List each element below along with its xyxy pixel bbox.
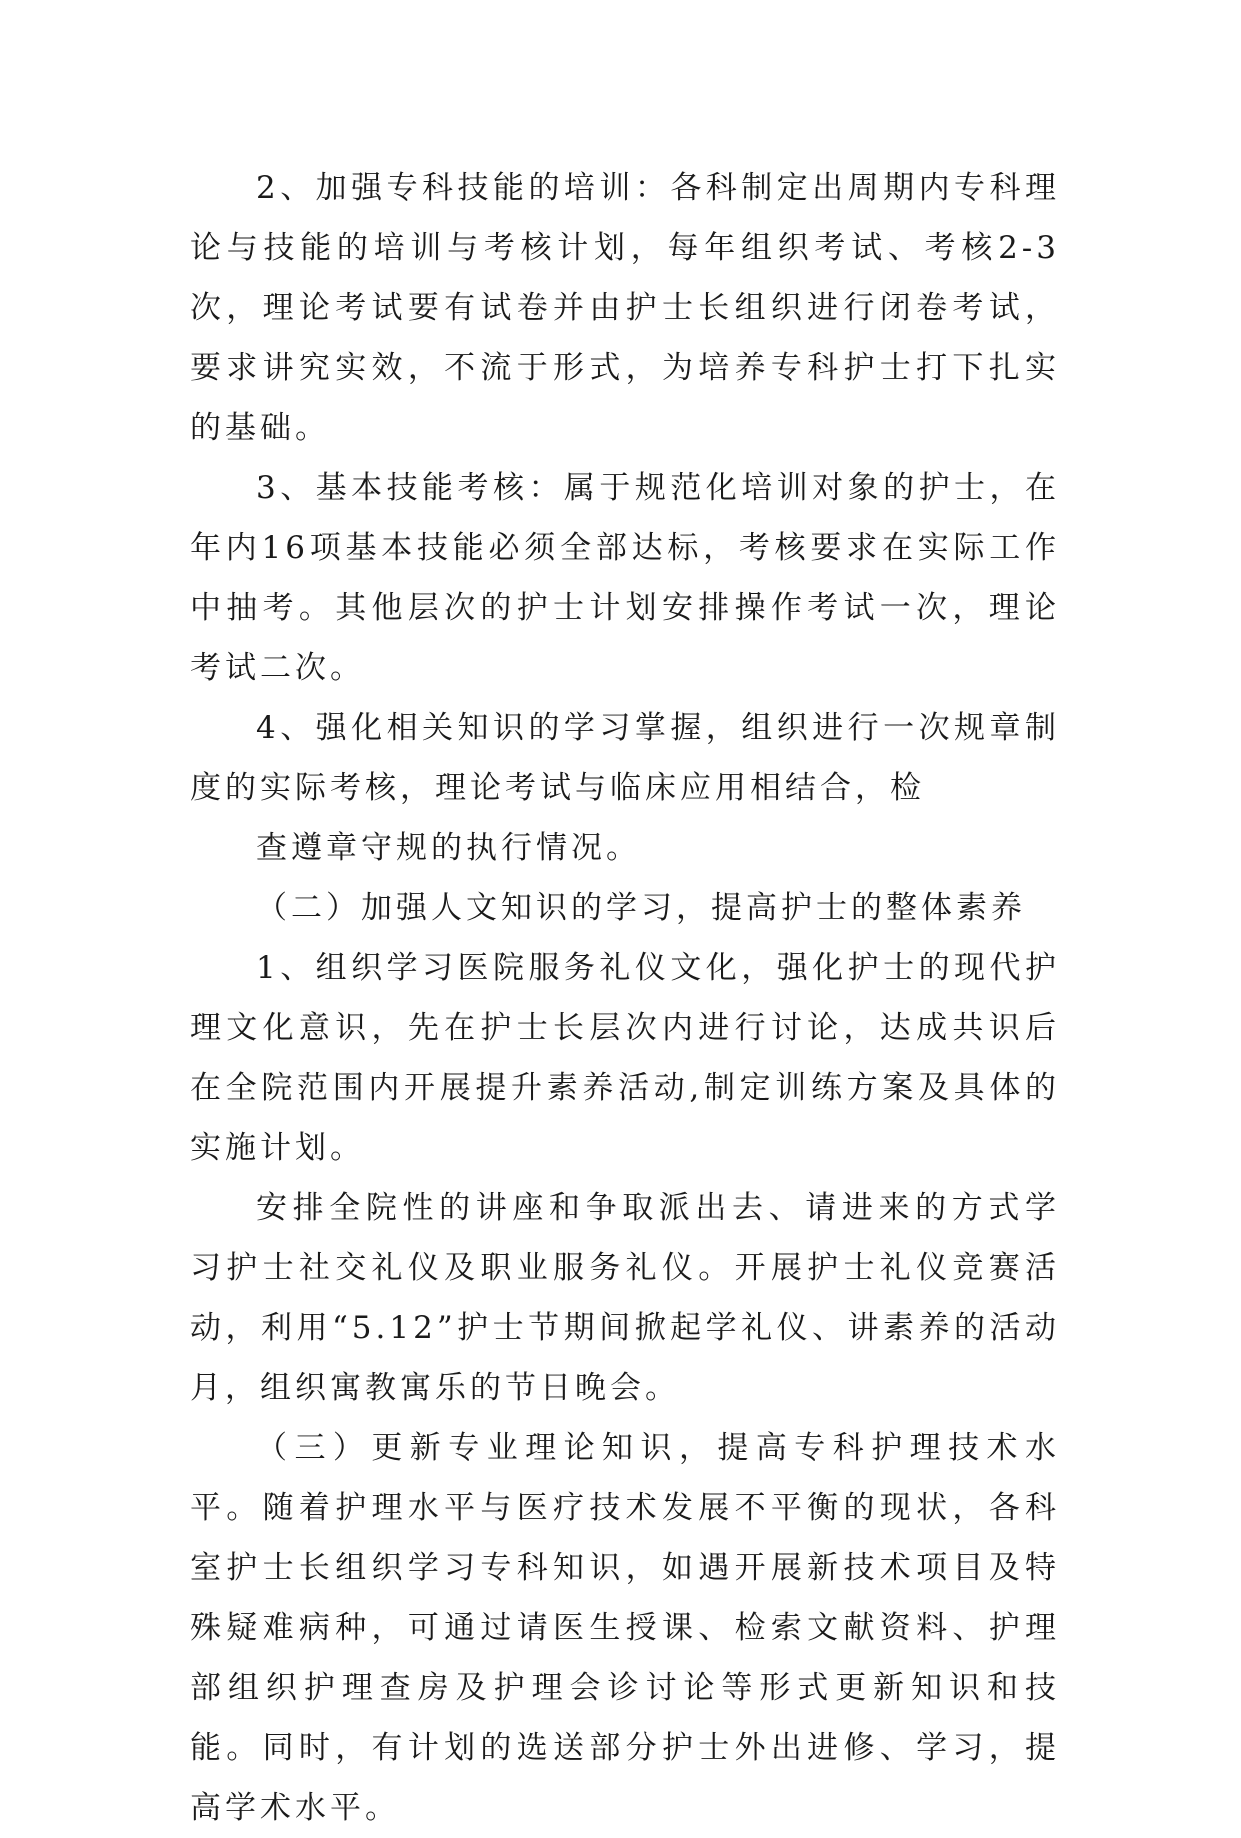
document-body bbox=[190, 158, 1060, 1838]
section-heading-humanities: （二）加强人文知识的学习，提高护士的整体素养 bbox=[256, 890, 1026, 926]
paragraph-specialty-training: 2、加强专科技能的培训：各科制定出周期内专科理论与技能的培训与考核计划，每年组织考试、考核2-3次，理论考试要有试卷并由护士长组织进行闭卷考试，要求讲究实效，不流于形式，为培养专科护士打下扎实的基础。 bbox=[190, 170, 1060, 446]
paragraph-basic-skills-assessment: 3、基本技能考核：属于规范化培训对象的护士，在年内16项基本技能必须全部达标，考核要求在实际工作中抽考。其他层次的护士计划安排操作考试一次，理论考试二次。 bbox=[190, 470, 1060, 686]
paragraph-professional-knowledge: （三）更新专业理论知识，提高专科护理技术水平。随着护理水平与医疗技术发展不平衡的现状，各科室护士长组织学习专科知识，如遇开展新技术项目及特殊疑难病种，可通过请医生授课、检索文献资料、护理部组织护理查房及护理会诊讨论等形式更新知识和技能。同时，有计划的选送部分护士外出进修、学习，提高学术水平。 bbox=[190, 1430, 1060, 1826]
paragraph-knowledge-mastery: 4、强化相关知识的学习掌握，组织进行一次规章制度的实际考核，理论考试与临床应用相结合，检 bbox=[190, 710, 1060, 806]
paragraph-lectures-activities: 安排全院性的讲座和争取派出去、请进来的方式学习护士社交礼仪及职业服务礼仪。开展护士礼仪竞赛活动，利用“5.12”护士节期间掀起学礼仪、讲素养的活动月，组织寓教寓乐的节日晚会。 bbox=[190, 1190, 1060, 1406]
paragraph-etiquette-culture: 1、组织学习医院服务礼仪文化，强化护士的现代护理文化意识，先在护士长层次内进行讨论，达成共识后在全院范围内开展提升素养活动,制定训练方案及具体的实施计划。 bbox=[190, 950, 1060, 1166]
paragraph-rules-check: 查遵章守规的执行情况。 bbox=[256, 830, 641, 866]
